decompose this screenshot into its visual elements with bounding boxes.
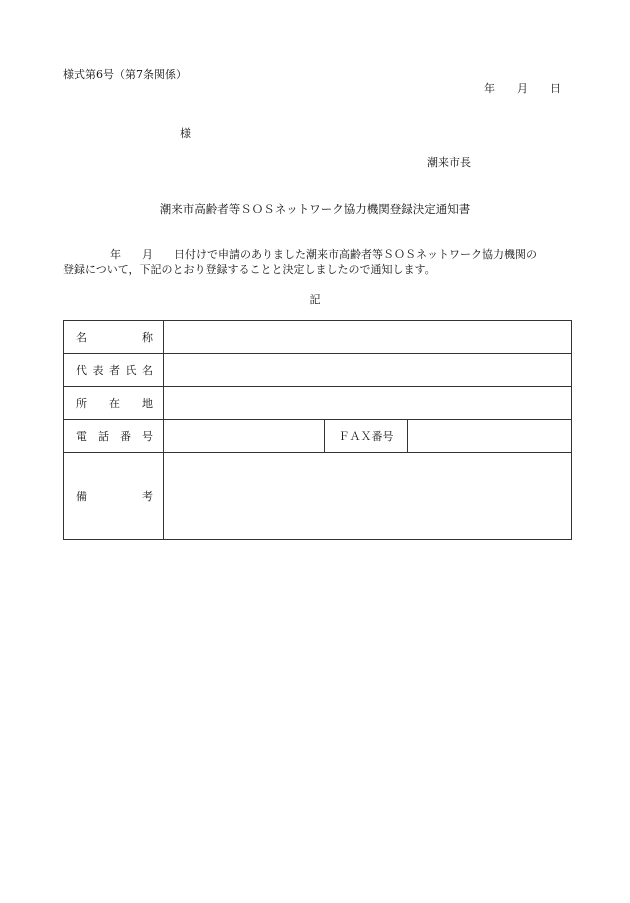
- address-label-char: 地: [142, 397, 153, 410]
- phone-label: [64, 420, 164, 453]
- name-label: [64, 321, 164, 354]
- table-row-representative: [64, 354, 572, 387]
- representative-label-char: 者: [109, 364, 120, 377]
- remarks-label-char: 考: [142, 490, 153, 503]
- phone-label-char: 号: [142, 430, 153, 443]
- representative-field[interactable]: [164, 354, 572, 387]
- representative-label-char: 表: [92, 364, 104, 377]
- date-month-label: 月: [517, 82, 528, 95]
- remarks-label-char: 備: [76, 490, 87, 503]
- address-label-char: 在: [109, 397, 120, 410]
- form-number: 様式第6号（第7条関係）: [63, 68, 187, 81]
- fax-label: ＦＡＸ番号: [325, 420, 408, 453]
- fax-field[interactable]: [408, 420, 572, 453]
- address-label-char: 所: [76, 397, 87, 410]
- body-line-1: [63, 246, 537, 262]
- date-line: [484, 80, 561, 96]
- phone-field[interactable]: [164, 420, 325, 453]
- registration-table: [63, 320, 572, 540]
- body-line-2: 登録について，下記のとおり登録することと決定しましたので通知します。: [63, 263, 436, 276]
- addressee-suffix: 様: [180, 127, 191, 140]
- issuer: 潮来市長: [427, 156, 471, 169]
- date-year-label: 年: [484, 82, 495, 95]
- representative-label-char: 名: [142, 364, 153, 377]
- representative-label: [64, 354, 164, 387]
- address-label: [64, 387, 164, 420]
- ki-heading: 記: [309, 293, 321, 306]
- table-row-name: [64, 321, 572, 354]
- body-line1-text: 日付けで申請のありました潮来市高齢者等ＳＯＳネットワーク協力機関の: [174, 248, 537, 261]
- representative-label-char: 氏: [125, 364, 137, 377]
- name-field[interactable]: [164, 321, 572, 354]
- name-label-char: 称: [142, 331, 153, 344]
- date-day-label: 日: [550, 82, 561, 95]
- body-month-label: 月: [142, 248, 153, 261]
- document-title: 潮来市高齢者等ＳＯＳネットワーク協力機関登録決定通知書: [159, 202, 471, 216]
- table-row-phone: [64, 420, 572, 453]
- name-label-char: 名: [76, 331, 87, 344]
- body-year-label: 年: [110, 248, 121, 261]
- phone-label-char: 番: [120, 430, 131, 443]
- phone-label-char: 電: [76, 430, 87, 443]
- remarks-field[interactable]: [164, 453, 572, 540]
- table-row-address: [64, 387, 572, 420]
- remarks-label: [64, 453, 164, 540]
- phone-label-char: 話: [98, 430, 109, 443]
- address-field[interactable]: [164, 387, 572, 420]
- representative-label-char: 代: [76, 364, 87, 377]
- table-row-remarks: [64, 453, 572, 540]
